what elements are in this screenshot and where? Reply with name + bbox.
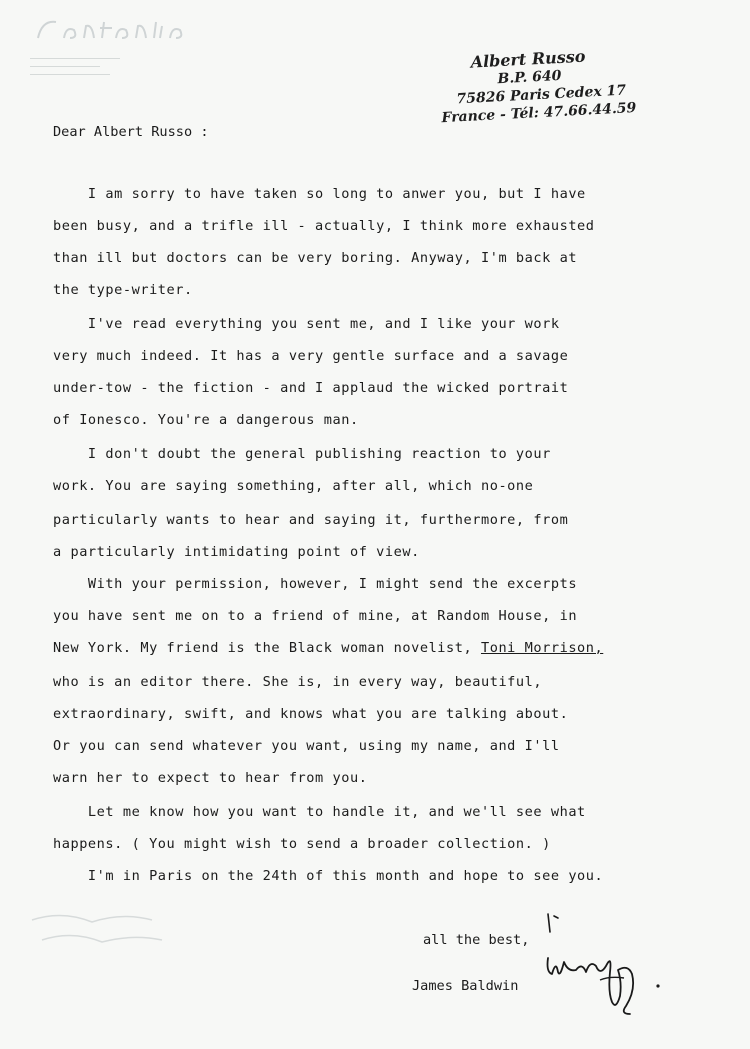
underlined-name: Toni Morrison, bbox=[480, 640, 604, 656]
closing: all the best, bbox=[423, 932, 530, 948]
body-line: extraordinary, swift, and knows what you are talking about. bbox=[53, 706, 569, 722]
body-line: you have sent me on to a friend of mine, at Random House, in bbox=[53, 608, 578, 624]
body-line: of Ionesco. You're a dangerous man. bbox=[53, 412, 359, 428]
show-through-line bbox=[30, 74, 110, 75]
body-line-text: New York. My friend is the Black woman novelist, bbox=[53, 640, 481, 656]
body-line: under-tow - the fiction - and I applaud the wicked portrait bbox=[53, 380, 569, 396]
address-line: 75826 Paris Cedex 17 bbox=[456, 82, 627, 108]
sender-address-stamp bbox=[438, 45, 641, 127]
show-through-line bbox=[30, 58, 120, 59]
body-line: I don't doubt the general publishing reaction to your bbox=[53, 446, 551, 462]
body-line: warn her to expect to hear from you. bbox=[53, 770, 368, 786]
body-line: With your permission, however, I might send the excerpts bbox=[53, 576, 578, 592]
body-line: I've read everything you sent me, and I like your work bbox=[53, 316, 560, 332]
show-through-text: ﾠ bbox=[32, 24, 58, 54]
body-line: I'm in Paris on the 24th of this month and hope to see you. bbox=[53, 868, 604, 884]
show-through-line bbox=[30, 66, 100, 67]
body-line bbox=[53, 640, 603, 656]
address-line: France - Tél: 47.66.44.59 bbox=[441, 100, 637, 127]
handwritten-signature bbox=[540, 910, 670, 1020]
body-line: very much indeed. It has a very gentle surface and a savage bbox=[53, 348, 569, 364]
body-line: than ill but doctors can be very boring. Anyway, I'm back at bbox=[53, 250, 578, 266]
body-line: work. You are saying something, after all, which no-one bbox=[53, 478, 534, 494]
address-line: B.P. 640 bbox=[497, 67, 562, 88]
body-line: who is an editor there. She is, in every way, beautiful, bbox=[53, 674, 543, 690]
body-line: a particularly intimidating point of view. bbox=[53, 544, 420, 560]
show-through-heading bbox=[30, 8, 210, 48]
body-line: particularly wants to hear and saying it, furthermore, from bbox=[53, 512, 569, 528]
body-line: happens. ( You might wish to send a broader collection. ) bbox=[53, 836, 551, 852]
signature-name: James Baldwin bbox=[412, 978, 519, 994]
show-through-scribble bbox=[22, 900, 182, 960]
body-line: Or you can send whatever you want, using my name, and I'll bbox=[53, 738, 560, 754]
address-line: Albert Russo bbox=[470, 46, 586, 72]
body-line: Let me know how you want to handle it, and we'll see what bbox=[53, 804, 586, 820]
body-line: I am sorry to have taken so long to anwer you, but I have bbox=[53, 186, 586, 202]
body-line: been busy, and a trifle ill - actually, I think more exhausted bbox=[53, 218, 595, 234]
body-line: the type-writer. bbox=[53, 282, 193, 298]
greeting: Dear Albert Russo : bbox=[53, 124, 209, 140]
